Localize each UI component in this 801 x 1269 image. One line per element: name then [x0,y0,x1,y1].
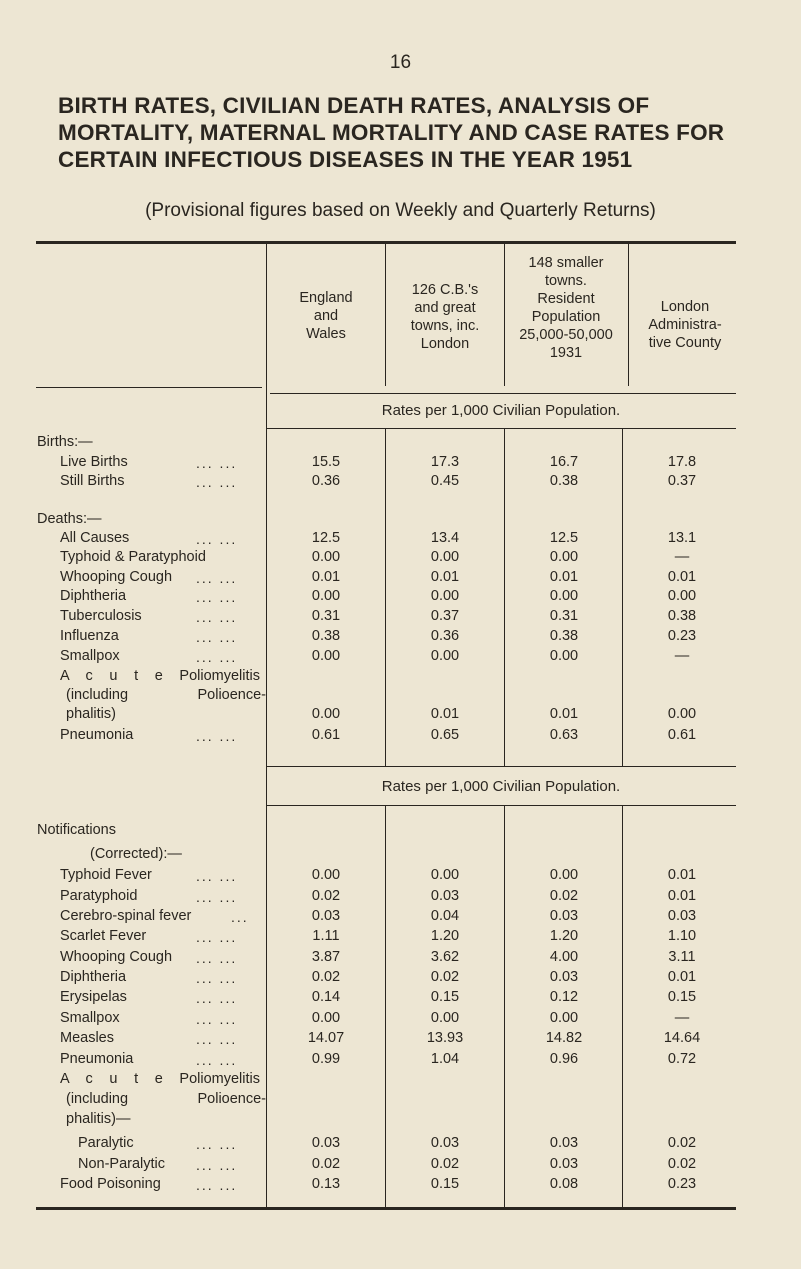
table-cell: 0.01 [430,569,460,585]
leader-dots: ... ... [196,474,238,490]
table-cell: 0.15 [430,989,460,1005]
table-cell: 14.07 [307,1030,345,1046]
table-cell: 0.01 [311,569,341,585]
table-cell: 0.02 [430,1156,460,1172]
table-cell: 1.04 [430,1051,460,1067]
row-label: Influenza [60,628,119,644]
table-cell: 0.03 [549,1135,579,1151]
leader-dots: ... ... [196,728,238,744]
table-cell: 3.62 [430,949,460,965]
row-label: Diphtheria [60,969,127,985]
table-cell: 0.02 [549,888,579,904]
leader-dots: ... ... [196,929,238,945]
rates-rule-2 [266,805,736,806]
table-cell: 0.08 [549,1176,579,1192]
table-cell: 0.03 [430,1135,460,1151]
column-header-smaller-towns: 148 smaller towns. Resident Population 25,000-50,000 1931 [519,255,613,361]
table-cell: 0.63 [549,727,579,743]
row-label: Tuberculosis [60,608,142,624]
table-cell: 0.61 [311,727,341,743]
table-cell: 1.10 [667,928,697,944]
table-cell: 15.5 [311,454,341,470]
col-divider-3 [628,244,629,386]
row-label: All Causes [60,530,130,546]
table-cell: 0.72 [667,1051,697,1067]
row-label: Food Poisoning [60,1176,161,1192]
row-label: Paratyphoid [60,888,138,904]
column-header-london-county: London Administra- tive County [648,299,722,351]
row-label: Erysipelas [60,989,127,1005]
col-divider-1 [385,244,386,386]
table-cell: 4.00 [549,949,579,965]
table-cell: 12.5 [549,530,579,546]
column-header-cbs: 126 C.B.'s and great towns, inc. London [410,282,480,352]
table-cell: — [674,1010,690,1026]
table-cell: 0.00 [549,867,579,883]
table-cell: 0.03 [549,969,579,985]
table-cell: 0.38 [549,628,579,644]
table-cell: 0.36 [311,473,341,489]
table-cell: 0.01 [430,706,460,722]
row-label: Smallpox [60,648,120,664]
table-cell: 0.04 [430,908,460,924]
table-cell: 14.82 [545,1030,583,1046]
row-label: Pneumonia [60,727,134,743]
table-cell: 0.14 [311,989,341,1005]
rates-label-1: Rates per 1,000 Civilian Population. [381,402,621,419]
row-label: Non-Paralytic [78,1156,166,1172]
table-cell: 0.02 [430,969,460,985]
table-cell: 3.87 [311,949,341,965]
leader-dots: ... ... [196,1136,238,1152]
page-number: 16 [389,52,412,73]
table-cell: 0.23 [667,1176,697,1192]
table-cell: 0.00 [430,588,460,604]
table-cell: 0.01 [667,569,697,585]
header-rule-right [270,393,736,394]
row-label: A c u t e Poliomyelitis [60,668,260,684]
table-cell: 0.23 [667,628,697,644]
leader-dots: ... ... [196,868,238,884]
table-cell: — [674,648,690,664]
row-label: Measles [60,1030,114,1046]
table-cell: 12.5 [311,530,341,546]
rates-rule-1 [266,428,736,429]
table-cell: 0.00 [311,867,341,883]
rates-top-rule-2 [266,766,736,767]
table-cell: — [674,549,690,565]
leader-dots: ... [231,909,249,925]
leader-dots: ... ... [196,455,238,471]
leader-dots: ... ... [196,1011,238,1027]
row-label: Typhoid Fever [60,867,152,883]
leader-dots: ... ... [196,531,238,547]
table-cell: 0.00 [430,648,460,664]
table-cell: 0.01 [667,969,697,985]
table-cell: 0.37 [667,473,697,489]
table-cell: 0.13 [311,1176,341,1192]
table-cell: 0.03 [667,908,697,924]
table-cell: 0.02 [667,1135,697,1151]
leader-dots: ... ... [196,1031,238,1047]
table-cell: 0.36 [430,628,460,644]
table-cell: 0.15 [667,989,697,1005]
deaths-heading: Deaths:— [37,511,102,527]
row-label: Diphtheria [60,588,127,604]
leader-dots: ... ... [196,889,238,905]
table-cell: 0.03 [311,1135,341,1151]
row-label: A c u t e Poliomyelitis [60,1071,260,1087]
row-label: phalitis)— [66,1111,131,1127]
table-cell: 0.61 [667,727,697,743]
leader-dots: ... ... [196,629,238,645]
leader-dots: ... ... [196,1157,238,1173]
table-cell: 0.37 [430,608,460,624]
table-cell: 0.31 [549,608,579,624]
row-label: Pneumonia [60,1051,134,1067]
table-cell: 1.20 [430,928,460,944]
table-cell: 0.01 [549,706,579,722]
births-heading: Births:— [37,434,93,450]
row-label: Paralytic [78,1135,134,1151]
row-label: Whooping Cough [60,569,173,585]
row-label: Smallpox [60,1010,120,1026]
table-cell: 0.00 [549,1010,579,1026]
leader-dots: ... ... [196,1052,238,1068]
table-cell: 0.02 [311,888,341,904]
table-cell: 0.00 [667,706,697,722]
table-cell: 0.03 [549,1156,579,1172]
table-cell: 0.00 [430,867,460,883]
row-label: Whooping Cough [60,949,173,965]
page-subtitle: (Provisional figures based on Weekly and Quarterly Returns) [145,200,656,221]
table-cell: 0.00 [430,1010,460,1026]
column-header-england-wales: England and Wales [299,290,353,342]
table-cell: 0.00 [667,588,697,604]
table-cell: 0.01 [667,867,697,883]
table-cell: 0.00 [311,1010,341,1026]
leader-dots: ... ... [196,570,238,586]
table-cell: 0.00 [549,588,579,604]
table-cell: 0.01 [549,569,579,585]
leader-dots: ... ... [196,609,238,625]
row-label: Scarlet Fever [60,928,147,944]
row-label: Typhoid & Paratyphoid [60,549,206,565]
table-cell: 0.02 [311,1156,341,1172]
table-cell: 0.38 [311,628,341,644]
table-cell: 1.20 [549,928,579,944]
table-cell: 0.38 [549,473,579,489]
rates-label-2: Rates per 1,000 Civilian Population. [381,778,621,795]
table-cell: 13.93 [426,1030,464,1046]
table-cell: 0.00 [311,588,341,604]
table-cell: 0.00 [311,648,341,664]
leader-dots: ... ... [196,1177,238,1193]
table-cell: 0.03 [549,908,579,924]
leader-dots: ... ... [196,990,238,1006]
notifications-heading-2: (Corrected):— [90,846,182,862]
row-label: (including Polioence- [66,687,266,703]
table-top-rule [36,241,736,244]
table-bottom-rule [36,1207,736,1210]
table-cell: 0.02 [667,1156,697,1172]
table-cell: 3.11 [668,949,696,965]
table-cell: 0.45 [430,473,460,489]
table-cell: 0.00 [311,706,341,722]
table-cell: 0.00 [549,549,579,565]
table-cell: 0.96 [549,1051,579,1067]
header-rule-left [36,387,262,388]
table-cell: 13.4 [430,530,460,546]
row-label: Live Births [60,454,128,470]
row-label: Still Births [60,473,125,489]
row-label: (including Polioence- [66,1091,266,1107]
row-label: phalitis) [66,706,116,722]
table-cell: 0.02 [311,969,341,985]
notifications-heading: Notifications [37,822,116,838]
row-label: Cerebro-spinal fever [60,908,192,924]
table-cell: 0.00 [311,549,341,565]
leader-dots: ... ... [196,649,238,665]
table-cell: 0.00 [549,648,579,664]
leader-dots: ... ... [196,589,238,605]
table-cell: 17.8 [667,454,697,470]
table-cell: 0.00 [430,549,460,565]
table-cell: 0.03 [311,908,341,924]
table-cell: 17.3 [430,454,460,470]
table-cell: 0.65 [430,727,460,743]
table-cell: 16.7 [549,454,579,470]
table-cell: 0.99 [311,1051,341,1067]
table-cell: 0.15 [430,1176,460,1192]
leader-dots: ... ... [196,970,238,986]
table-cell: 0.38 [667,608,697,624]
table-cell: 0.01 [667,888,697,904]
leader-dots: ... ... [196,950,238,966]
table-cell: 14.64 [663,1030,701,1046]
page-title: BIRTH RATES, CIVILIAN DEATH RATES, ANALYSIS OF MORTALITY, MATERNAL MORTALITY AND CASE RATES FOR CERTAIN INFECTIOUS DISEASES IN THE YEAR 1951 [58,93,725,172]
table-cell: 13.1 [667,530,697,546]
table-cell: 0.12 [549,989,579,1005]
table-cell: 0.03 [430,888,460,904]
table-cell: 1.11 [312,928,340,944]
table-cell: 0.31 [311,608,341,624]
